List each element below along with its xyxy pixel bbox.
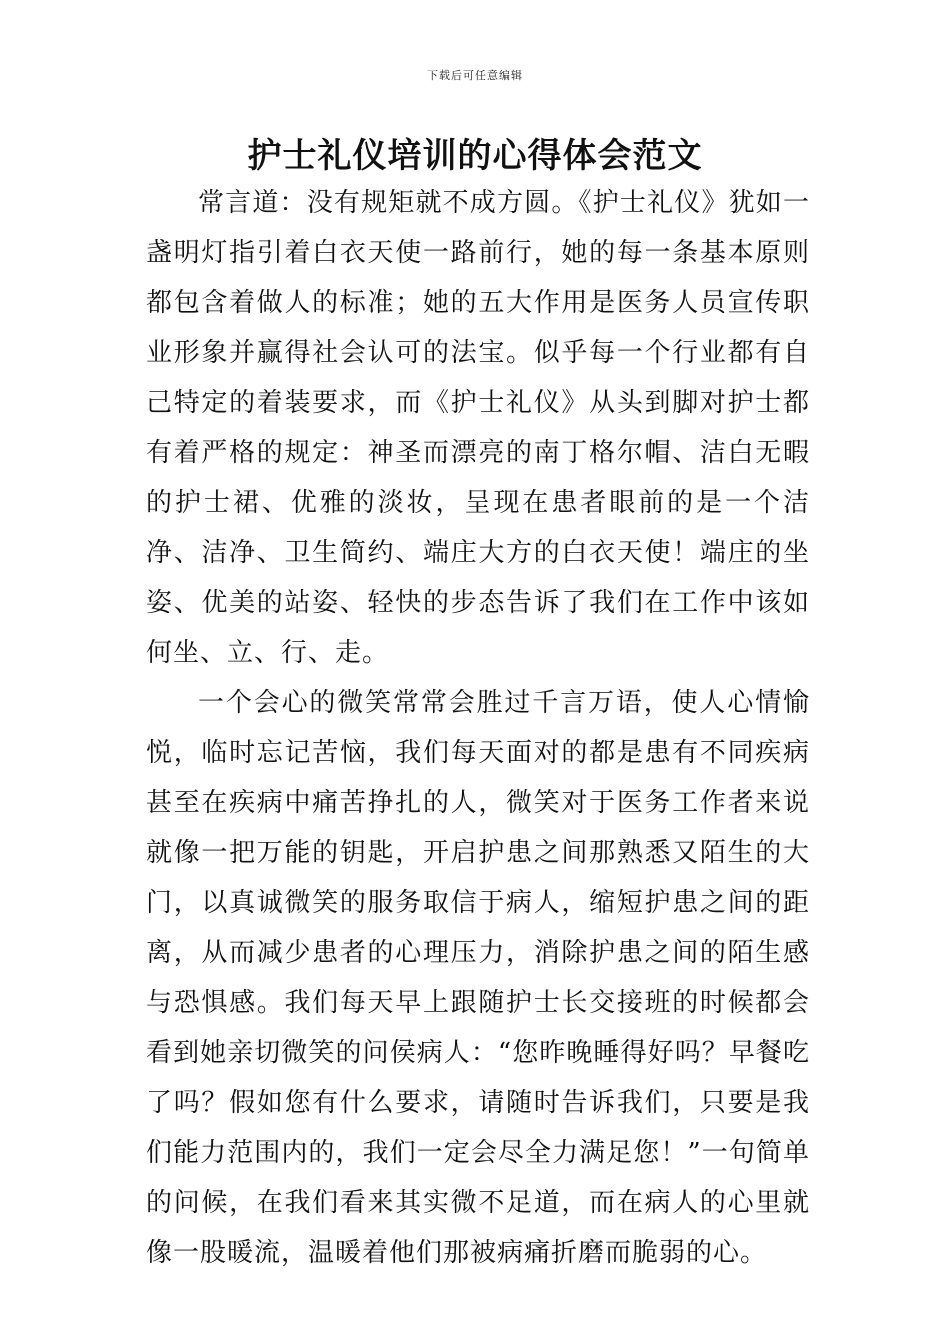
document-title: 护士礼仪培训的心得体会范文 bbox=[247, 136, 703, 176]
document-body bbox=[146, 178, 810, 1278]
paragraph-1: 常言道：没有规矩就不成方圆。《护士礼仪》犹如一盏明灯指引着白衣天使一路前行，她的每一条基本原则都包含着做人的标准；她的五大作用是医务人员宣传职业形象并赢得社会认可的法宝。似乎每一个行业都有自己特定的着装要求，而《护士礼仪》从头到脚对护士都有着严格的规定：神圣而漂亮的南丁格尔帽、洁白无暇的护士裙、优雅的淡妆，呈现在患者眼前的是一个洁净、洁净、卫生简约、端庄大方的白衣天使！端庄的坐姿、优美的站姿、轻快的步态告诉了我们在工作中该如何坐、立、行、走。 bbox=[146, 188, 810, 668]
header-note: 下载后可任意编辑 bbox=[427, 69, 523, 82]
paragraph-2: 一个会心的微笑常常会胜过千言万语，使人心情愉悦，临时忘记苦恼，我们每天面对的都是患有不同疾病甚至在疾病中痛苦挣扎的人，微笑对于医务工作者来说就像一把万能的钥匙，开启护患之间那熟悉又陌生的大门，以真诚微笑的服务取信于病人，缩短护患之间的距离，从而减少患者的心理压力，消除护患之间的陌生感与恐惧感。我们每天早上跟随护士长交接班的时候都会看到她亲切微笑的问侯病人：“您昨晚睡得好吗？早餐吃了吗？假如您有什么要求，请随时告诉我们，只要是我们能力范围内的，我们一定会尽全力满足您！”一句简单的问候，在我们看来其实微不足道，而在病人的心里就像一股暖流，温暖着他们那被病痛折磨而脆弱的心。 bbox=[146, 688, 810, 1268]
